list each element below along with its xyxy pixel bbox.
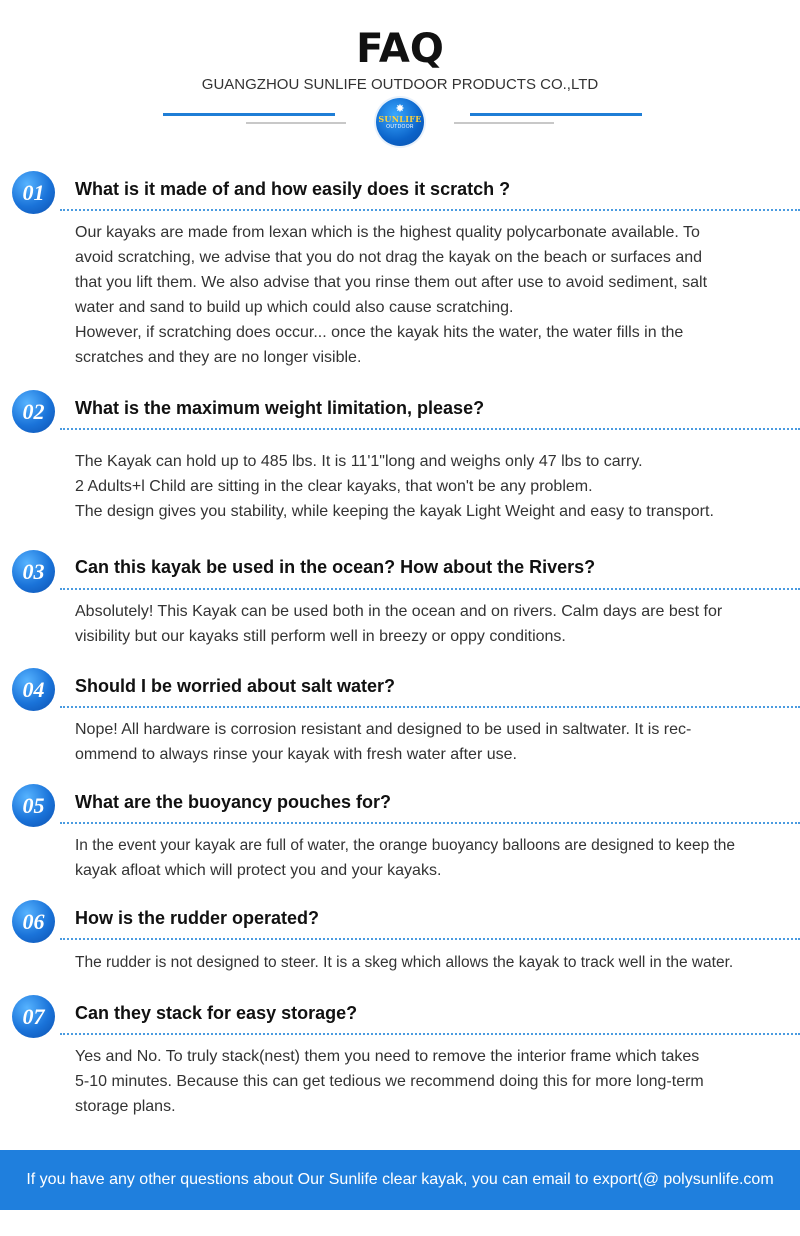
answer-line: 2 Adults+l Child are sitting in the clear kayaks, that won't be any problem.	[75, 478, 593, 495]
footer-contact-text: If you have any other questions about Our Sunlife clear kayak, you can email to export(@ polysunlife.com	[26, 1171, 774, 1188]
faq-question: How is the rudder operated?	[75, 908, 320, 928]
faq-question: Should I be worried about salt water?	[75, 676, 396, 696]
answer-line: 5-10 minutes. Because this can get tedious we recommend doing this for more long-term	[75, 1073, 704, 1090]
answer-line: Our kayaks are made from lexan which is the highest quality polycarbonate available. To	[75, 224, 700, 241]
faq-answer	[75, 599, 787, 649]
faq-answer	[75, 717, 787, 767]
answer-line: scratches and they are no longer visible.	[75, 349, 362, 366]
answer-line: Absolutely! This Kayak can be used both in the ocean and on rivers. Calm days are best for	[75, 603, 723, 620]
faq-answer	[75, 833, 787, 883]
answer-line: Nope! All hardware is corrosion resistant and designed to be used in saltwater. It is rec-	[75, 721, 692, 738]
dotted-divider	[60, 588, 800, 590]
answer-line: Yes and No. To truly stack(nest) them you need to remove the interior frame which takes	[75, 1048, 700, 1065]
faq-question: What is the maximum weight limitation, please?	[75, 398, 485, 418]
dotted-divider	[60, 822, 800, 824]
faq-number-badge: 03	[12, 550, 55, 593]
faq-question: Can they stack for easy storage?	[75, 1003, 358, 1023]
faq-answer	[75, 220, 787, 370]
answer-line: avoid scratching, we advise that you do not drag the kayak on the beach or surfaces and	[75, 249, 703, 266]
faq-number-badge: 01	[12, 171, 55, 214]
faq-number-badge: 06	[12, 900, 55, 943]
faq-number-badge: 04	[12, 668, 55, 711]
answer-line: water and sand to build up which could also cause scratching.	[75, 299, 514, 316]
faq-answer	[75, 950, 787, 975]
answer-line: that you lift them. We also advise that you rinse them out after use to avoid sediment, salt	[75, 274, 708, 291]
logo-sub: OUTDOOR	[386, 124, 414, 130]
header-line-left	[163, 113, 335, 116]
faq-question: What are the buoyancy pouches for?	[75, 792, 392, 812]
sun-icon: ✸	[395, 103, 405, 115]
dotted-divider	[60, 428, 800, 430]
answer-line: visibility but our kayaks still perform well in breezy or oppy conditions.	[75, 628, 566, 645]
faq-question: What is it made of and how easily does it scratch ?	[75, 179, 511, 199]
answer-line: The rudder is not designed to steer. It is a skeg which allows the kayak to track well in the water.	[75, 954, 734, 971]
answer-line: storage plans.	[75, 1098, 176, 1115]
answer-line: The Kayak can hold up to 485 lbs. It is 11'1"long and weighs only 47 lbs to carry.	[75, 453, 643, 470]
faq-number-badge: 05	[12, 784, 55, 827]
company-name: GUANGZHOU SUNLIFE OUTDOOR PRODUCTS CO.,LTD	[201, 76, 599, 93]
page-title: FAQ	[356, 26, 444, 72]
faq-number-badge: 07	[12, 995, 55, 1038]
header-line-right	[470, 113, 642, 116]
answer-line: In the event your kayak are full of water, the orange buoyancy balloons are designed to keep the	[75, 837, 736, 854]
dotted-divider	[60, 1033, 800, 1035]
dotted-divider	[60, 938, 800, 940]
faq-answer	[75, 449, 787, 524]
header-line-right-thin	[454, 122, 554, 124]
sunlife-logo	[376, 98, 424, 146]
contact-footer-banner	[0, 1150, 800, 1210]
answer-line: The design gives you stability, while keeping the kayak Light Weight and easy to transport.	[75, 503, 714, 520]
page-header	[0, 0, 800, 160]
dotted-divider	[60, 209, 800, 211]
faq-answer	[75, 1044, 787, 1119]
dotted-divider	[60, 706, 800, 708]
header-line-left-thin	[246, 122, 346, 124]
faq-question: Can this kayak be used in the ocean? How about the Rivers?	[75, 557, 596, 577]
answer-line: However, if scratching does occur... once the kayak hits the water, the water fills in the	[75, 324, 684, 341]
answer-line: kayak afloat which will protect you and your kayaks.	[75, 862, 442, 879]
faq-number-badge: 02	[12, 390, 55, 433]
answer-line: ommend to always rinse your kayak with fresh water after use.	[75, 746, 517, 763]
logo-brand: SUNLIFE	[378, 114, 422, 124]
